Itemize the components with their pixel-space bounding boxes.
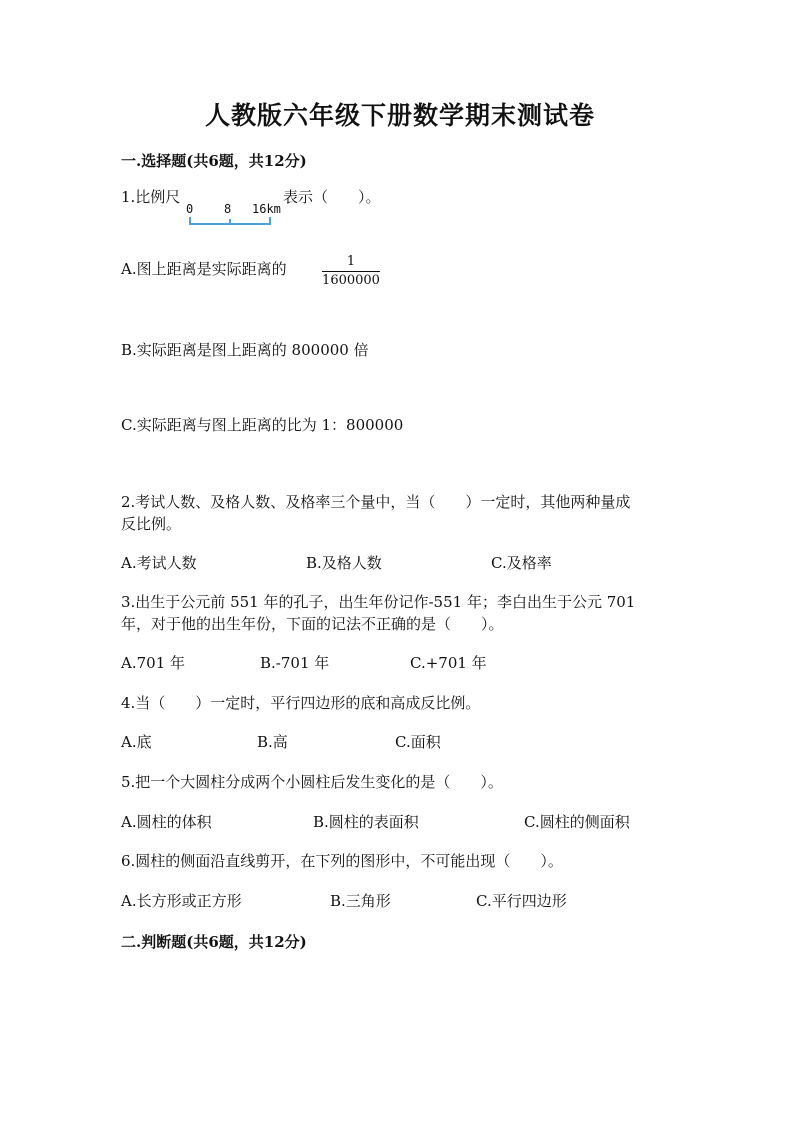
question-1-option-a: A.图上距离是实际距离的: [121, 260, 287, 278]
fraction-numerator: 1: [346, 254, 356, 269]
question-6-stem: 6.圆柱的侧面沿直线剪开，在下列的图形中，不可能出现（ ）。: [121, 852, 563, 870]
fraction-denominator: 1600000: [322, 273, 380, 288]
question-6-option-b: B.三角形: [330, 892, 391, 910]
question-2-stem-line2: 反比例。: [121, 515, 182, 533]
question-1-stem-start: 1.比例尺: [121, 188, 181, 206]
scale-bar-figure: [186, 200, 286, 230]
question-6-option-a: A.长方形或正方形: [121, 892, 242, 910]
fraction-bar: [322, 271, 380, 272]
question-1-stem-end: 表示（ ）。: [283, 188, 381, 206]
question-3-option-c: C.+701 年: [410, 654, 487, 672]
question-2-option-b: B.及格人数: [306, 554, 382, 572]
question-6-option-c: C.平行四边形: [476, 892, 567, 910]
question-1-option-c: C.实际距离与图上距离的比为 1：800000: [121, 416, 404, 434]
question-3-stem-line2: 年，对于他的出生年份，下面的记法不正确的是（ ）。: [121, 615, 504, 633]
question-4-option-a: A.底: [121, 733, 152, 751]
question-3-stem-line1: 3.出生于公元前 551 年的孔子，出生年份记作-551 年；李白出生于公元 701: [121, 593, 636, 611]
question-4-stem: 4.当（ ）一定时，平行四边形的底和高成反比例。: [121, 694, 481, 712]
section-heading-choice: 一.选择题(共6题，共12分): [121, 152, 307, 170]
scale-label-16km: 16km: [252, 202, 281, 216]
question-3-option-b: B.-701 年: [260, 654, 330, 672]
question-1-option-b: B.实际距离是图上距离的 800000 倍: [121, 341, 369, 359]
question-3-option-a: A.701 年: [121, 654, 185, 672]
question-2-option-a: A.考试人数: [121, 554, 197, 572]
question-4-option-c: C.面积: [395, 733, 441, 751]
question-2-option-c: C.及格率: [491, 554, 552, 572]
fraction-one-over-1600000: [322, 254, 380, 289]
question-2-stem-line1: 2.考试人数、及格人数、及格率三个量中，当（ ）一定时，其他两种量成: [121, 493, 631, 511]
question-4-option-b: B.高: [257, 733, 288, 751]
question-5-option-b: B.圆柱的表面积: [313, 813, 419, 831]
question-5-option-c: C.圆柱的侧面积: [524, 813, 630, 831]
scale-bar-line: [186, 200, 286, 230]
page-title: 人教版六年级下册数学期末测试卷: [204, 101, 595, 130]
question-5-stem: 5.把一个大圆柱分成两个小圆柱后发生变化的是（ ）。: [121, 773, 503, 791]
scale-label-0: 0: [186, 202, 194, 216]
section-heading-judgement: 二.判断题(共6题，共12分): [121, 933, 307, 951]
question-5-option-a: A.圆柱的体积: [121, 813, 212, 831]
scale-label-8: 8: [224, 202, 232, 216]
